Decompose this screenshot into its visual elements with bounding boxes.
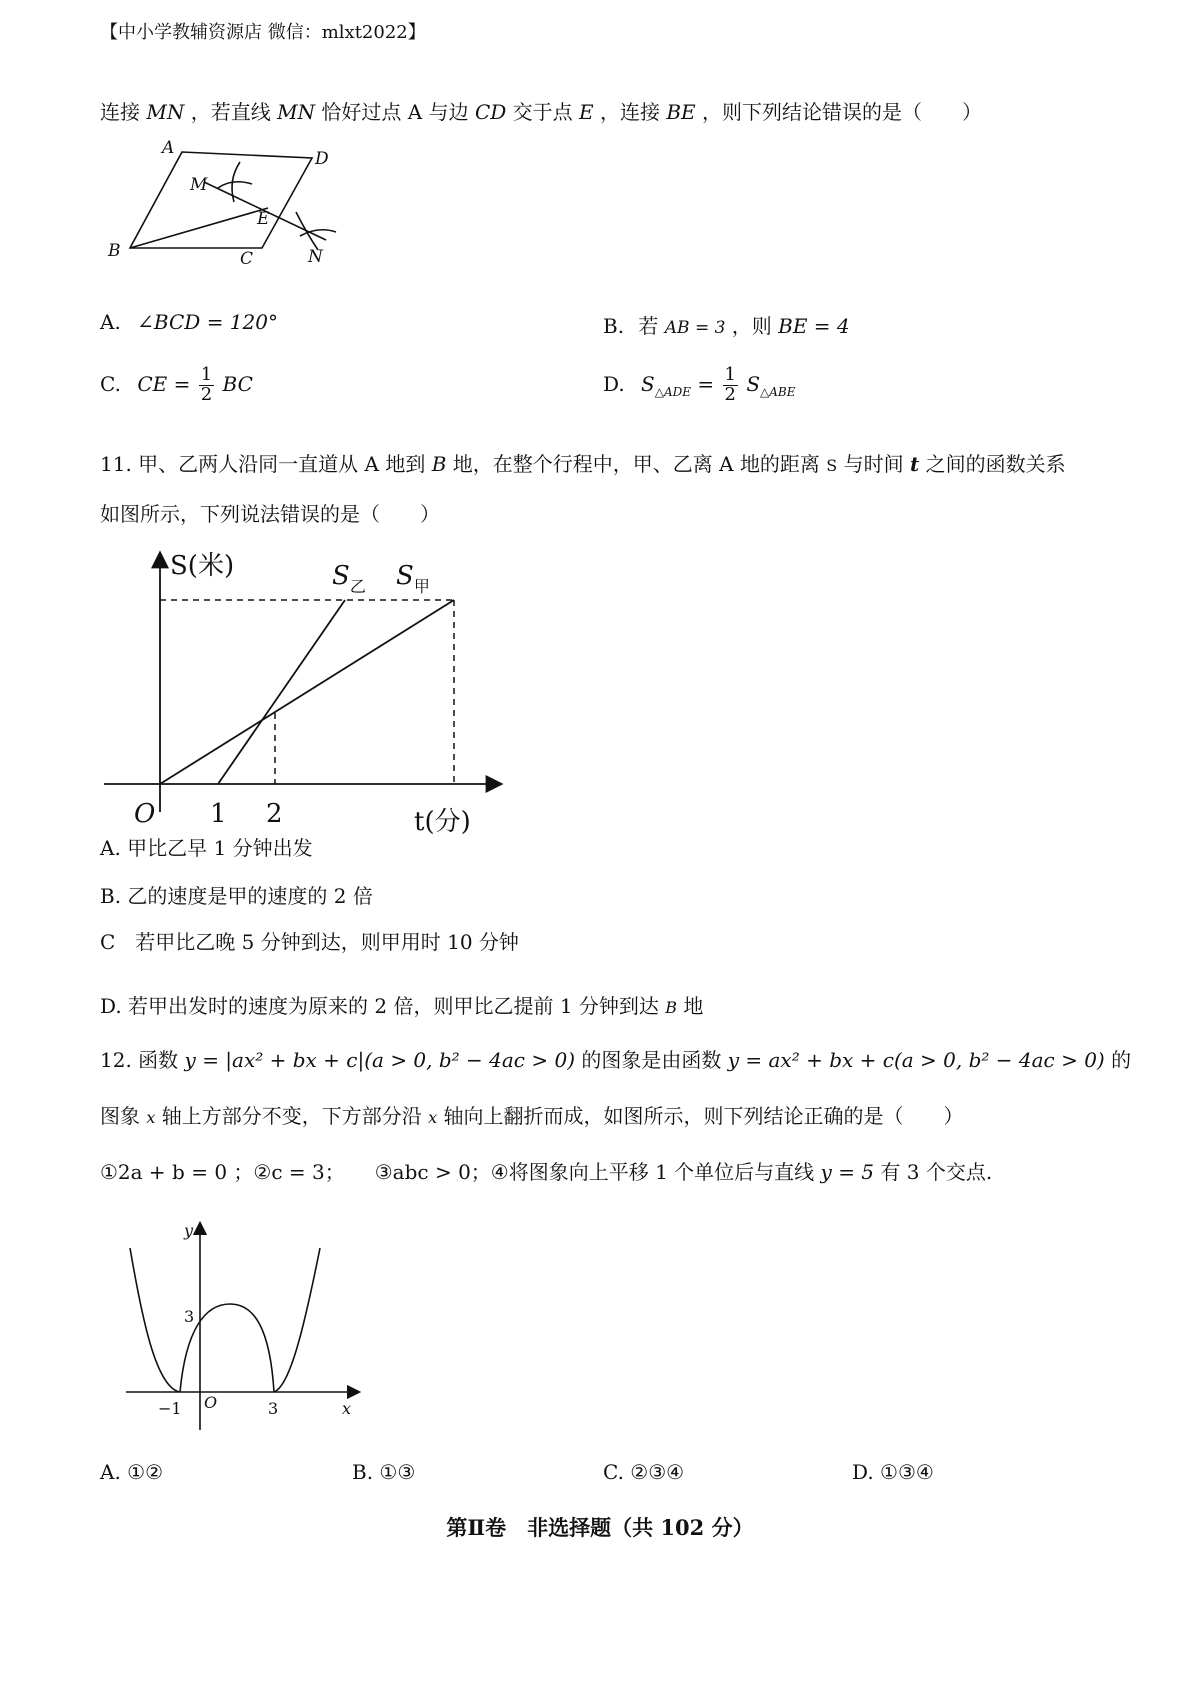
q10-cd: CD [474,100,507,124]
q12-var-x: x [428,1108,438,1127]
frac-den: 2 [200,383,213,405]
q11-point-b: B [431,452,447,476]
label-a: A [162,140,175,158]
q10-stem-part: ，连接 [599,100,660,124]
label-b: B [108,241,121,261]
q10-point-a: A [407,100,423,124]
q12-stem-part: 轴向上翻折而成，如图所示，则下列结论正确的是（ ） [443,1104,964,1128]
q11-stem-part: 地的距离 [739,452,820,476]
label-s-yi: $S_乙$ [332,561,366,596]
q10-option-b [603,310,850,339]
q12-statement-text: 有 3 个交点. [880,1160,993,1184]
q10-stem-part: ，则下列结论错误的是（ ） [701,100,982,124]
label-n: N [308,247,323,267]
q12-option-a: A. ①② [100,1460,164,1484]
right-branch [274,1248,320,1392]
s-axis-label: S(米) [170,551,235,581]
option-expr: AB = 3 [664,318,726,338]
option-expr: CE = [137,371,191,396]
q11-stem-line2: 如图所示，下列说法错误的是（ ） [100,502,440,526]
q11-var-t: t [909,452,920,476]
q12-option-c: C. ②③④ [603,1460,685,1484]
label-m: M [190,175,208,195]
option-expr: = [697,371,715,396]
q11-stem-part: 地到 [385,452,426,476]
q11-option-d [100,990,703,1019]
frac-num: 1 [724,364,736,385]
q11-point-a: A [364,452,379,476]
fraction-one-half [723,366,738,405]
origin-label: O [204,1393,218,1412]
option-text: ，则 [731,314,772,338]
option-expr: BE = 4 [778,314,850,338]
q11-distance-time-graph [100,540,530,840]
subscript: △ABE [760,384,796,399]
x-axis-label: x [342,1399,352,1418]
option-expr: S [641,371,655,396]
q10-stem [100,96,982,125]
section-title: 第Ⅱ卷 非选择题（共 102 分） [446,1515,754,1540]
q12-option-d: D. ①③④ [852,1460,934,1484]
root-neg1-label: −1 [158,1399,182,1418]
q12-line-eq: y = 5 [820,1160,875,1184]
q12-option-b: B. ①③ [352,1460,416,1484]
q10-point-e: E [579,100,594,124]
q11-option-b: B. 乙的速度是甲的速度的 2 倍 [100,884,373,908]
q11-option-c: C 若甲比乙晚 5 分钟到达，则甲用时 10 分钟 [100,930,519,954]
q10-stem-part: ，若直线 [190,100,271,124]
option-expr: S [746,371,761,396]
q10-stem-part: 交于点 [512,100,573,124]
line-s-jia [160,600,454,784]
option-label: C. [100,371,121,396]
option-text: D. 若甲出发时的速度为原来的 2 倍，则甲比乙提前 1 分钟到达 [100,994,659,1018]
fraction-one-half [199,366,214,405]
segment-be [130,208,268,248]
q10-option-c [100,366,253,405]
option-text: 地 [683,994,704,1018]
q12-stem-line2 [100,1100,964,1129]
q12-parabola-graph [110,1218,370,1438]
q10-mn: MN [146,100,185,124]
q11-point-a: A [719,452,734,476]
q12-statements [100,1156,992,1185]
q11-stem-part: 11. 甲、乙两人沿同一直道从 [100,452,359,476]
q10-mn: MN [277,100,316,124]
q12-formula: y = ax² + bx + c(a > 0, b² − 4ac > 0) [727,1048,1105,1072]
q12-stem-part: 轴上方部分不变，下方部分沿 [161,1104,422,1128]
q12-stem-part: 图象 [100,1104,140,1128]
option-label: A. [100,310,121,334]
q10-stem-part: 恰好过点 [321,100,402,124]
q11-option-a: A. 甲比乙早 1 分钟出发 [100,836,313,860]
root-3-label: 3 [268,1399,279,1418]
option-point-b: B [665,998,678,1017]
label-e: E [257,209,270,229]
q12-stem-part: 12. 函数 [100,1048,179,1072]
q12-stem-part: 的图象是由函数 [581,1048,722,1072]
y-intercept-label: 3 [184,1307,195,1326]
header-shop-tag: 【中小学教辅资源店 微信：mlxt2022】 [100,22,426,43]
q11-stem-line1 [100,448,1066,477]
y-axis-label: y [184,1221,194,1240]
left-branch [130,1248,180,1392]
subscript: △ADE [654,384,692,399]
q11-stem-part: 之间的函数关系 [925,452,1066,476]
arc-m2 [218,182,252,188]
q12-stem-part: 的 [1111,1048,1132,1072]
tick-label-2: 2 [266,799,283,829]
q11-var-s: S [826,456,838,475]
parallelogram-abcd [130,152,312,248]
q10-option-d [603,366,796,405]
label-c: C [240,249,254,269]
q12-stem-line1 [100,1044,1131,1073]
q10-parallelogram-figure [100,140,360,290]
q10-stem-part: 连接 [100,100,140,124]
option-label: B. [603,314,625,338]
line-s-yi [218,600,345,784]
q11-stem-part: 地，在整个行程中，甲、乙离 [452,452,713,476]
option-label: D. [603,371,625,396]
frac-num: 1 [200,364,213,385]
label-d: D [315,149,329,169]
option-text: 若 [638,314,659,338]
q12-statement-text: ①2a + b = 0 ；②c = 3； ③abc > 0；④将图象向上平移 1 个单位后与直线 [100,1160,815,1184]
option-expr: ∠BCD = 120° [137,310,278,334]
frac-den: 2 [724,383,736,405]
label-s-jia: $S_甲$ [396,561,430,596]
q10-stem-part: 与边 [428,100,469,124]
q10-option-a [100,310,278,334]
origin-label: O [134,799,156,829]
q11-stem-part: 与时间 [843,452,904,476]
option-expr: BC [222,371,253,396]
q12-var-x: x [146,1108,156,1127]
q10-be: BE [666,100,696,124]
tick-label-1: 1 [210,799,227,829]
q12-formula-abs: y = |ax² + bx + c|(a > 0, b² − 4ac > 0) [184,1048,576,1072]
t-axis-label: t(分) [414,807,471,837]
